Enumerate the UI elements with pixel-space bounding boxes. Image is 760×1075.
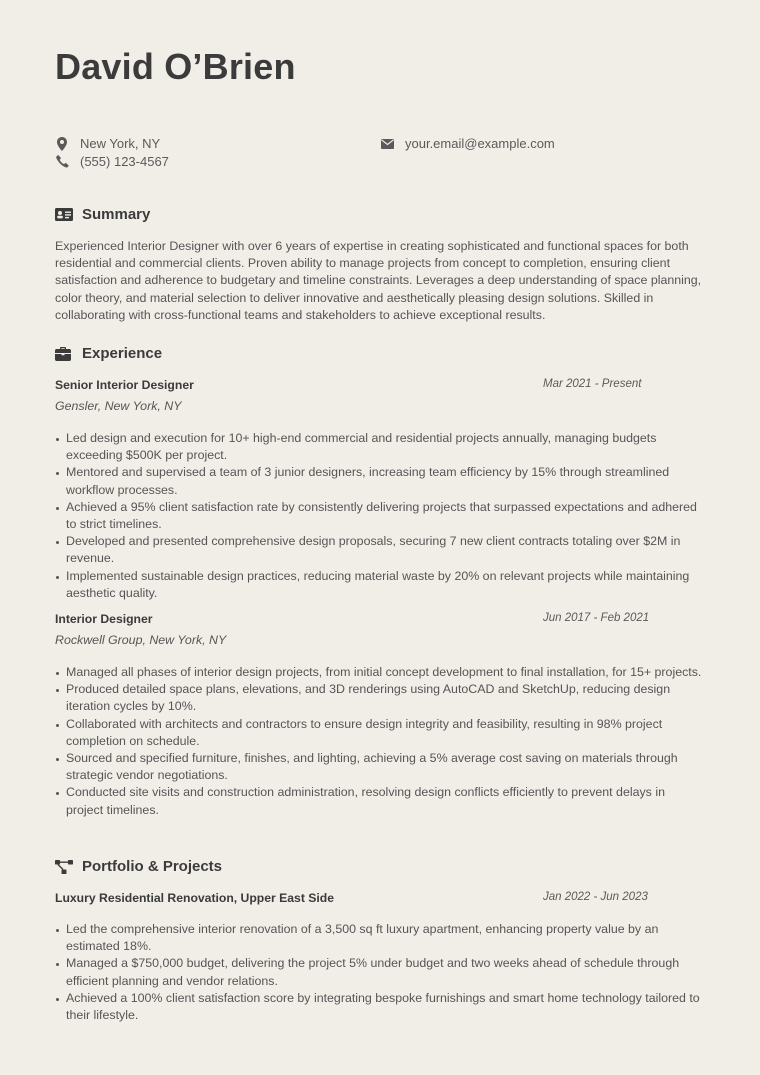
phone-text: (555) 123-4567	[80, 154, 169, 169]
phone-item	[55, 154, 169, 169]
phone-icon	[55, 155, 69, 169]
job-date: Mar 2021 - Present	[543, 378, 642, 390]
map-pin-icon	[55, 137, 69, 151]
job-company: Rockwell Group, New York, NY	[55, 633, 227, 647]
location-text: New York, NY	[80, 136, 161, 151]
envelope-icon	[380, 137, 394, 151]
location-item	[55, 136, 160, 151]
summary-title: Summary	[82, 206, 151, 223]
project-title: Luxury Residential Renovation, Upper East Side	[55, 891, 335, 905]
project-date: Jan 2022 - Jun 2023	[543, 891, 648, 903]
bullet-item: Conducted site visits and construction administration, resolving design conflicts efficiently to prevent delays in project timelines.	[55, 784, 705, 818]
bullet-item: Implemented sustainable design practices, reducing material waste by 20% on relevant projects while maintaining aesthetic quality.	[55, 568, 705, 602]
job-bullets	[55, 664, 705, 819]
bullet-item: Managed all phases of interior design projects, from initial concept development to final installation, for 15+ projects.	[55, 664, 705, 681]
bullet-item: Collaborated with architects and contractors to ensure design integrity and feasibility, resulting in 98% project completion on schedule.	[55, 716, 705, 750]
email-text[interactable]: your.email@example.com	[405, 136, 555, 151]
candidate-name: David O’Brien	[55, 46, 296, 87]
bullet-item: Achieved a 100% client satisfaction score by integrating bespoke furnishings and smart home technology tailored to their lifestyle.	[55, 990, 705, 1024]
contact-info	[55, 134, 705, 174]
bullet-item: Sourced and specified furniture, finishes, and lighting, achieving a 5% average cost saving on materials through strategic vendor negotiations.	[55, 750, 705, 784]
experience-title: Experience	[82, 345, 163, 362]
briefcase-icon	[55, 346, 73, 362]
bullet-item: Achieved a 95% client satisfaction rate by consistently delivering projects that surpassed expectations and adhered to strict timelines.	[55, 499, 705, 533]
bullet-item: Mentored and supervised a team of 3 junior designers, increasing team efficiency by 15% through streamlined workflow processes.	[55, 464, 705, 498]
bullet-item: Produced detailed space plans, elevations, and 3D renderings using AutoCAD and SketchUp, reducing design iteration cycles by 10%.	[55, 681, 705, 715]
job-title: Interior Designer	[55, 612, 153, 626]
bullet-item: Led the comprehensive interior renovation of a 3,500 sq ft luxury apartment, enhancing property value by an estimated 18%.	[55, 921, 705, 955]
email-item[interactable]	[380, 136, 555, 151]
portfolio-title: Portfolio & Projects	[82, 858, 223, 875]
id-card-icon	[55, 207, 73, 223]
job-bullets	[55, 430, 705, 602]
summary-text: Experienced Interior Designer with over 6 years of expertise in creating sophisticated and functional spaces for both residential and commercial clients. Proven ability to manage projects from concept to completion, ensuring client satisfaction and adherence to budgetary and timeline constraints. Leverages a deep understanding of space planning, color theory, and material selection to deliver innovative and aesthetically pleasing design solutions. Skilled in collaborating with cross-functional teams and stakeholders to achieve exceptional results.	[55, 239, 702, 322]
job-company: Gensler, New York, NY	[55, 399, 182, 413]
portfolio-heading	[55, 858, 222, 875]
bullet-item: Developed and presented comprehensive design proposals, securing 7 new client contracts totaling over $2M in revenue.	[55, 533, 705, 567]
project-bullets	[55, 921, 705, 1024]
experience-heading	[55, 345, 162, 362]
project-diagram-icon	[55, 859, 73, 875]
summary-heading	[55, 206, 150, 223]
job-title: Senior Interior Designer	[55, 378, 194, 392]
bullet-item: Managed a $750,000 budget, delivering the project 5% under budget and two weeks ahead of schedule through efficient planning and vendor relations.	[55, 955, 705, 989]
job-date: Jun 2017 - Feb 2021	[543, 612, 650, 624]
bullet-item: Led design and execution for 10+ high-end commercial and residential projects annually, managing budgets exceeding $500K per project.	[55, 430, 705, 464]
